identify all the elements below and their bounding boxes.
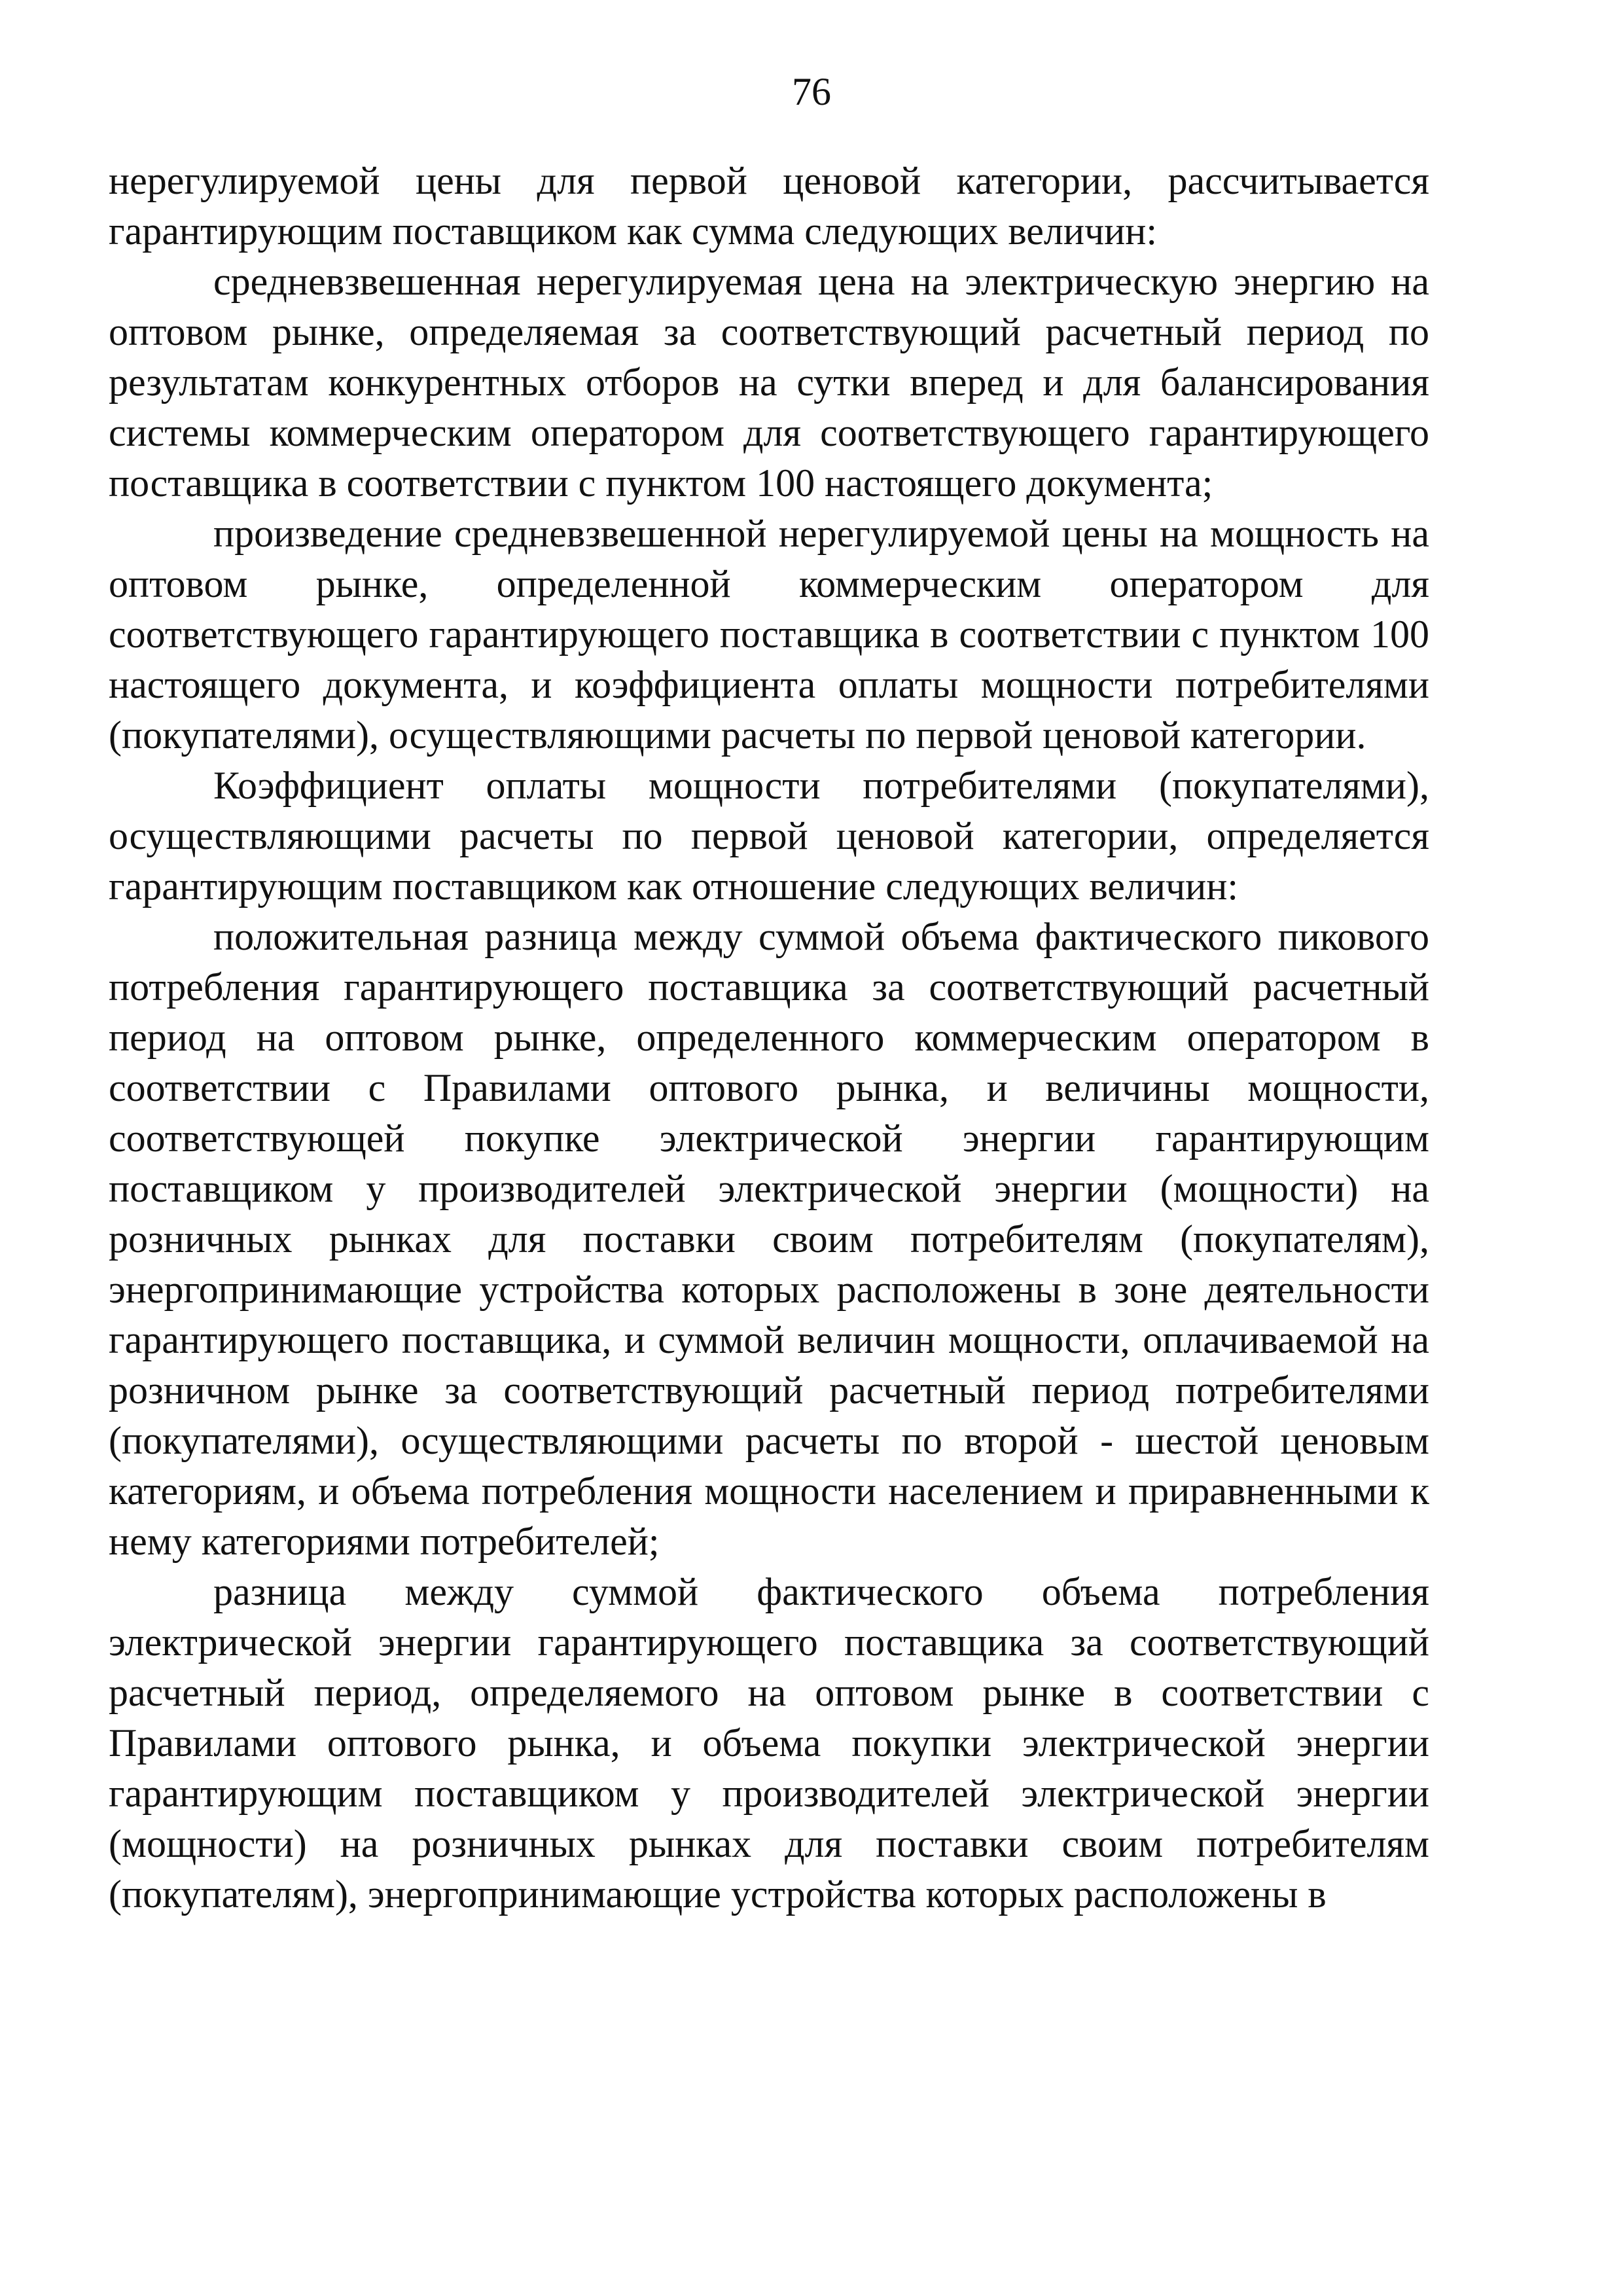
paragraph-capacity-price-product: произведение средневзвешенной нерегулируемой цены на мощность на оптовом рынке, определенной коммерческим оператором для соответствующего гарантирующего поставщика в соответствии с пунктом 100 настоящего документа, и коэффициента оплаты мощности потребителями (покупателями), осуществляющими расчеты по первой ценовой категории. xyxy=(109,512,1429,757)
paragraph-weighted-energy-price: средневзвешенная нерегулируемая цена на электрическую энергию на оптовом рынке, определяемая за соответствующий расчетный период по результатам конкурентных отборов на сутки вперед и для балансирования системы коммерческим оператором для соответствующего гарантирующего поставщика в соответствии с пунктом 100 настоящего документа; xyxy=(109,260,1429,505)
page-number: 76 xyxy=(792,70,831,113)
paragraph-consumption-difference: разница между суммой фактического объема потребления электрической энергии гарантирующего поставщика за соответствующий расчетный период, определяемого на оптовом рынке в соответствии с Правилами оптового рынка, и объема покупки электрической энергии гарантирующим поставщиком у производителей электрической энергии (мощности) на розничных рынках для поставки своим потребителям (покупателям), энергопринимающие устройства которых расположены в xyxy=(109,1570,1429,1916)
paragraph-continuation: нерегулируемой цены для первой ценовой категории, рассчитывается гарантирующим поставщиком как сумма следующих величин: xyxy=(109,159,1429,253)
document-body xyxy=(109,156,1429,1920)
paragraph-capacity-coefficient: Коэффициент оплаты мощности потребителями (покупателями), осуществляющими расчеты по первой ценовой категории, определяется гарантирующим поставщиком как отношение следующих величин: xyxy=(109,764,1429,908)
paragraph-positive-difference: положительная разница между суммой объема фактического пикового потребления гарантирующего поставщика за соответствующий расчетный период на оптовом рынке, определенного коммерческим оператором в соответствии с Правилами оптового рынка, и величины мощности, соответствующей покупке электрической энергии гарантирующим поставщиком у производителей электрической энергии (мощности) на розничных рынках для поставки своим потребителям (покупателям), энергопринимающие устройства которых расположены в зоне деятельности гарантирующего поставщика, и суммой величин мощности, оплачиваемой на розничном рынке за соответствующий расчетный период потребителями (покупателями), осуществляющими расчеты по второй - шестой ценовым категориям, и объема потребления мощности населением и приравненными к нему категориями потребителей; xyxy=(109,915,1429,1563)
